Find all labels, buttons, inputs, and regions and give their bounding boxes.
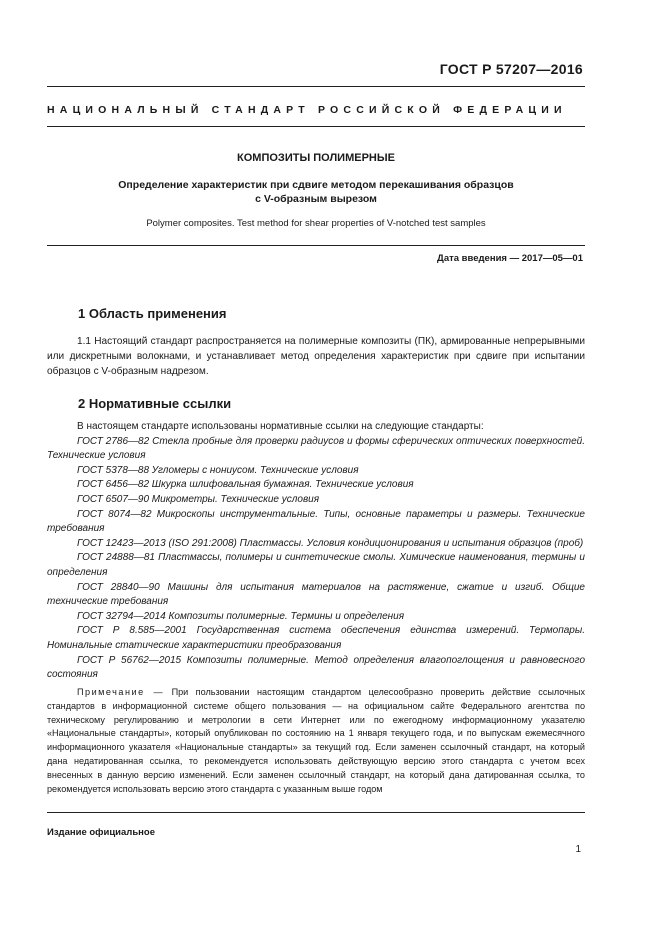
document-subtitle [47, 178, 585, 206]
page-number: 1 [575, 844, 581, 855]
reference-item: ГОСТ Р 8.585—2001 Государственная система обеспечения единства измерений. Термопары. Номинальные статические характеристики преобразования [47, 625, 585, 651]
subtitle-line-2: с V-образным вырезом [255, 193, 377, 205]
subtitle-line-1: Определение характеристик при сдвиге методом перекашивания образцов [118, 179, 514, 191]
section-2-heading: 2 Нормативные ссылки [78, 396, 232, 411]
document-title: КОМПОЗИТЫ ПОЛИМЕРНЫЕ [237, 152, 395, 164]
reference-item: ГОСТ 2786—82 Стекла пробные для проверки радиусов и формы сферических оптических поверхностей. Технические условия [47, 435, 585, 462]
reference-item: ГОСТ 32794—2014 Композиты полимерные. Термины и определения [77, 610, 405, 622]
top-rule [47, 86, 585, 87]
effective-date: Дата введения — 2017—05—01 [437, 253, 583, 264]
national-standard-banner: НАЦИОНАЛЬНЫЙ СТАНДАРТ РОССИЙСКОЙ ФЕДЕРАЦИИ [47, 104, 567, 116]
references-intro: В настоящем стандарте использованы нормативные ссылки на следующие стандарты: [77, 421, 484, 432]
reference-item: ГОСТ 6507—90 Микрометры. Технические условия [77, 493, 320, 505]
reference-item: ГОСТ 12423—2013 (ISO 291:2008) Пластмассы. Условия кондиционирования и испытания образцов (проб) [77, 537, 584, 549]
note-paragraph [47, 686, 585, 796]
normative-references [47, 420, 585, 683]
reference-item: ГОСТ 24888—81 Пластмассы, полимеры и синтетические смолы. Химические наименования, термины и определения [47, 552, 585, 578]
reference-item: ГОСТ 28840—90 Машины для испытания материалов на растяжение, сжатие и изгиб. Общие технические требования [47, 581, 585, 608]
english-title: Polymer composites. Test method for shear properties of V-notched test samples [146, 218, 486, 229]
reference-item: ГОСТ 6456—82 Шкурка шлифовальная бумажная. Технические условия [77, 479, 414, 491]
edition-label: Издание официальное [47, 827, 155, 838]
date-rule [47, 245, 585, 246]
section-1-heading: 1 Область применения [78, 306, 227, 321]
note-label: Примечание — [77, 687, 165, 697]
note-text: При пользовании настоящим стандартом целесообразно проверить действие ссылочных стандартов в информационной системе общего пользования — на официальном сайте Федерального агентства по техническому регулированию и метрологии в сети Интернет или по ежегодному информационному указателю «Национальные стандарты», который опубликован по состоянию на 1 января текущего года, и по выпускам ежемесячного информационного указателя «Национальные стандарты» за текущий год. Если заменен ссылочный стандарт, на который дана недатированная ссылка, то рекомендуется использовать действующую версию этого стандарта с учетом всех внесенных в данную версию изменений. Если заменен ссылочный стандарт, на который дана датированная ссылка, то рекомендуется использовать версию этого стандарта с указанным выше годом [47, 687, 586, 794]
standard-number: ГОСТ Р 57207—2016 [439, 61, 583, 77]
footer-rule [47, 812, 585, 813]
reference-item: ГОСТ 8074—82 Микроскопы инструментальные. Типы, основные параметры и размеры. Технические требования [47, 508, 585, 535]
reference-item: ГОСТ 5378—88 Угломеры с нониусом. Технические условия [77, 464, 359, 476]
reference-item: ГОСТ Р 56762—2015 Композиты полимерные. Метод определения влагопоглощения и равновесного состояния [47, 654, 585, 681]
section-1-text: 1.1 Настоящий стандарт распространяется на полимерные композиты (ПК), армированные непрерывными или дискретными волокнами, и устанавливает метод определения характеристик при сдвиге при испытании образцов с V-образным надрезом. [47, 336, 585, 377]
banner-rule [47, 126, 585, 127]
